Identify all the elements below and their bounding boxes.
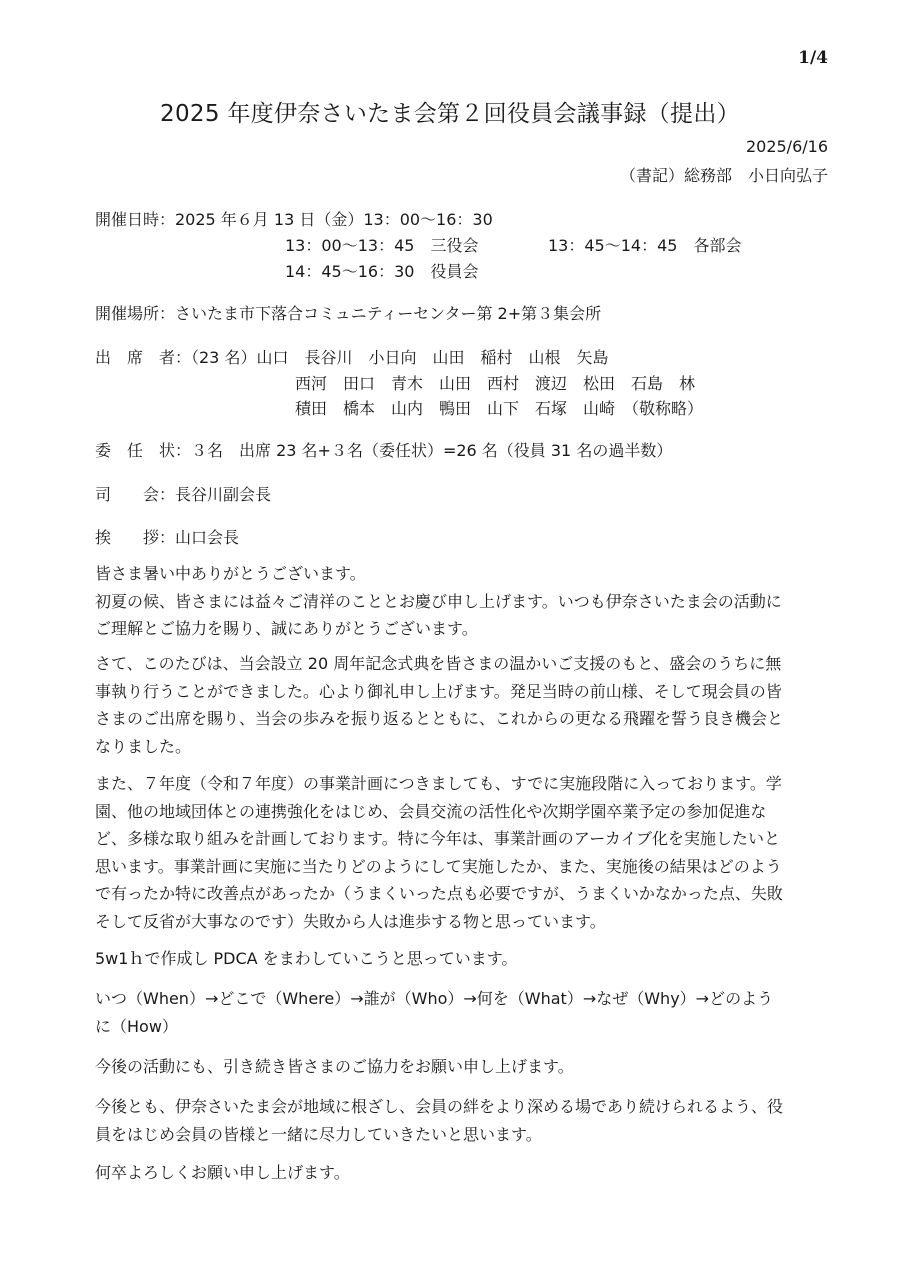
paragraph-line: ど、多様な取り組みを計画しております。特に今年は、事業計画のアーカイブ化を実施したいと bbox=[95, 829, 780, 848]
meeting-venue: 開催場所：さいたま市下落合コミュニティーセンター第 2+第３集会所 bbox=[95, 304, 602, 323]
speech-paragraph-8 bbox=[95, 1159, 831, 1187]
greeting-line: 挨 拶：山口会長 bbox=[95, 528, 240, 547]
paragraph-line: ご理解とご協力を賜り、誠にありがとうございます。 bbox=[95, 619, 478, 638]
meeting-datetime: 開催日時：2025 年６月 13 日（金）13：00～16：30 bbox=[95, 210, 493, 229]
paragraph-line: 初夏の候、皆さまには益々ご清祥のこととお慶び申し上げます。いつも伊奈さいたま会の活動に bbox=[95, 591, 782, 611]
paragraph-line: 今後の活動にも、引き続き皆さまのご協力をお願い申し上げます。 bbox=[95, 1057, 574, 1076]
speech-paragraph-5 bbox=[95, 985, 831, 1040]
paragraph-line: 何卒よろしくお願い申し上げます。 bbox=[95, 1163, 350, 1182]
page-number: 1/4 bbox=[798, 48, 828, 68]
paragraph-line: に（How） bbox=[95, 1016, 178, 1036]
paragraph-line: 員をはじめ会員の皆様と一緒に尽力していきたいと思います。 bbox=[95, 1124, 542, 1144]
speech-paragraph-7 bbox=[95, 1093, 831, 1148]
paragraph-line: 思います。事業計画に実施に当たりどのようにして実施したか、また、実施後の結果はどのよう bbox=[95, 856, 782, 876]
paragraph-line: さまのご出席を賜り、当会の歩みを振り返るとともに、これからの更なる飛躍を誓う良き機会と bbox=[95, 709, 784, 728]
paragraph-line: 5w1ｈで作成し PDCA をまわしていこうと思っています。 bbox=[95, 949, 518, 968]
speech-paragraph-2 bbox=[95, 650, 831, 760]
attendees-line-3: 積田 橋本 山内 鴨田 山下 石塚 山崎 （敬称略） bbox=[295, 399, 704, 418]
paragraph-line: そして反省が大事なのです）失敗から人は進歩する物と思っています。 bbox=[95, 911, 606, 931]
paragraph-line: また、７年度（令和７年度）の事業計画につきましても、すでに実施段階に入っております。学 bbox=[95, 774, 782, 793]
paragraph-line: 事執り行うことができました。心より御礼申し上げます。発足当時の前山様、そして現会員の皆 bbox=[95, 681, 782, 701]
paragraph-line: 今後とも、伊奈さいたま会が地域に根ざし、会員の絆をより深める場であり続けられるよう、役 bbox=[95, 1097, 784, 1116]
schedule-executive-meeting: 13：00～13：45 三役会 bbox=[285, 236, 479, 255]
chair-line: 司 会：長谷川副会長 bbox=[95, 485, 272, 504]
schedule-board-meeting: 14：45～16：30 役員会 bbox=[285, 262, 479, 281]
attendees-line-2: 西河 田口 青木 山田 西村 渡辺 松田 石島 林 bbox=[295, 374, 696, 393]
attendees-line-1: 出 席 者：（23 名）山口 長谷川 小日向 山田 稲村 山根 矢島 bbox=[95, 348, 609, 367]
document-date: 2025/6/16 bbox=[745, 137, 828, 156]
paragraph-line: さて、このたびは、当会設立 20 周年記念式典を皆さまの温かいご支援のもと、盛会のうちに無 bbox=[95, 654, 782, 673]
schedule-section-meetings: 13：45～14：45 各部会 bbox=[548, 236, 742, 255]
paragraph-line: なりました。 bbox=[95, 736, 192, 756]
recorder-line: （書記）総務部 小日向弘子 bbox=[619, 166, 828, 185]
paragraph-line: いつ（When）→どこで（Where）→誰が（Who）→何を（What）→なぜ（Why）→どのよう bbox=[95, 989, 774, 1008]
speech-paragraph-3 bbox=[95, 770, 831, 935]
speech-paragraph-1 bbox=[95, 560, 831, 643]
paragraph-line: で有ったか特に改善点があったか（うまくいった点も必要ですが、うまくいかなかった点、失敗 bbox=[95, 884, 783, 903]
speech-paragraph-4 bbox=[95, 945, 831, 973]
document-title: 2025 年度伊奈さいたま会第２回役員会議事録（提出） bbox=[160, 101, 740, 127]
paragraph-line: 園、他の地域団体との連携強化をはじめ、会員交流の活性化や次期学園卒業予定の参加促進な bbox=[95, 801, 767, 821]
paragraph-line: 皆さま暑い中ありがとうございます。 bbox=[95, 564, 366, 583]
speech-paragraph-6 bbox=[95, 1053, 831, 1081]
proxy-line: 委 任 状：３名 出席 23 名+３名（委任状）=26 名（役員 31 名の過半数） bbox=[95, 441, 673, 460]
